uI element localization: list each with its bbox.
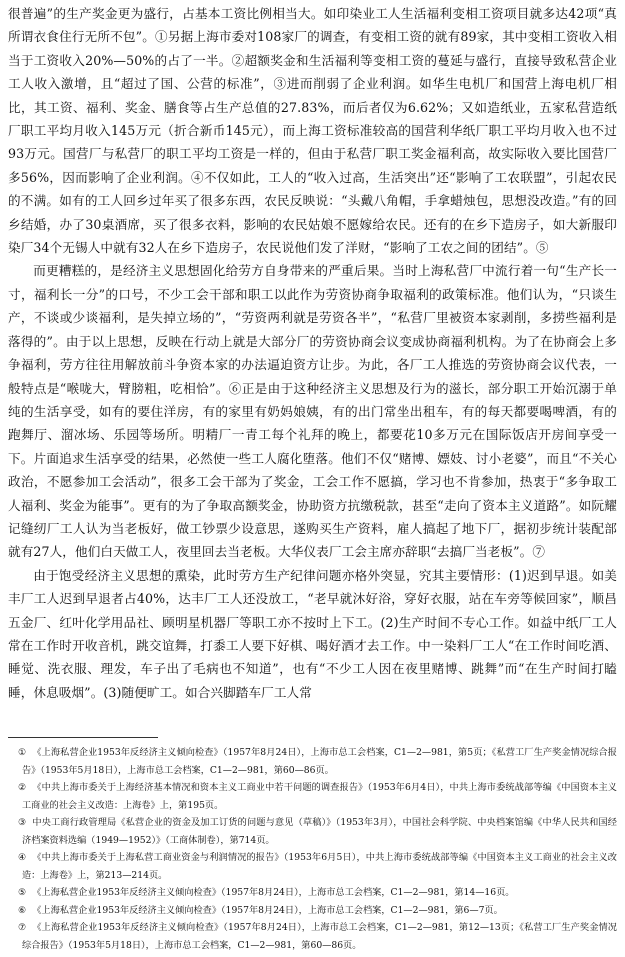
footnote xyxy=(8,779,617,814)
body-text xyxy=(8,2,617,704)
footnote-number: ⑦ xyxy=(18,922,27,933)
footnote xyxy=(8,902,617,920)
paragraph: 很普遍”的生产奖金更为盛行，占基本工资比例相当大。如印染业工人生活福利变相工资项目就多达42项“真所谓衣食住行无所不包”。①另据上海市委对108家厂的调查，有变相工资的就有89家，其中变相工资收入相当于工资收入20%—50%的占了一半。②超额奖金和生活福利等变相工资的蔓延与盛行，直接导致私营企业工人收入激增，且“超过了国、公营的标准”，③进而削弱了企业利润。如华生电机厂和国营上海电机厂相比，其工资、福利、奖金、膳食等占生产总值的27.83%，而后者仅为6.62%；又如造纸业，五家私营造纸厂职工平均月收入145万元（折合新币145元），而上海工资标准较高的国营利华纸厂职工平均月收入也不过93万元。国营厂与私营厂的职工平均工资是一样的，但由于私营厂职工奖金福利高，故实际收入要比国营厂多56%，因而影响了企业利润。④不仅如此，工人的“收入过高，生活突出”还“影响了工农联盟”，引起农民的不满。如有的工人回乡过年买了很多东西，农民反映说：“头戴八角帽，手拿蜡烛包，思想没改造。”有的回乡结婚，办了30桌酒席，买了很多衣料，影响的农民姑娘不愿嫁给农民。还有的在乡下造房子，如大新服印染厂34个无锡人中就有32人在乡下造房子，农民说他们发了洋财，“影响了工农之间的团结”。⑤ xyxy=(8,6,617,256)
footnote-number: ⑤ xyxy=(18,887,27,898)
footnote-text: 《上海私营企业1953年反经济主义倾向检查》（1957年8月24日），上海市总工会档案，C1—2—981，第6—7页。 xyxy=(32,904,503,916)
footnote xyxy=(8,814,617,849)
footnote-number: ④ xyxy=(18,852,27,863)
footnote xyxy=(8,849,617,884)
footnote-number: ② xyxy=(18,782,27,793)
footnote-text: 中央工商行政管理局《私营企业的资金及加工订货的问题与意见（草稿）》（1953年3月），中国社会科学院、中央档案馆编《中华人民共和国经济档案资料选编（1949—1952）》（工商体制卷），第714页。 xyxy=(22,817,617,846)
footnote-text: 《上海私营企业1953年反经济主义倾向检查》（1957年8月24日），上海市总工会档案，C1—2—981，第12—13页；《私营工厂生产奖金情况综合报告》（1953年5月18日），上海市总工会档案，C1—2—981，第60—86页。 xyxy=(22,922,617,951)
footnote-number: ③ xyxy=(18,817,27,828)
footnote-text: 《中共上海市委关于上海经济基本情况和资本主义工商业中若干问题的调查报告》（1953年6月4日），中共上海市委统战部等编《中国资本主义工商业的社会主义改造：上海卷》上，第195页。 xyxy=(22,782,617,811)
paragraph: 而更糟糕的，是经济主义思想固化给劳方自身带来的严重后果。当时上海私营厂中流行着一句“生产长一寸，福利长一分”的口号，不少工会干部和职工以此作为劳资协商争取福利的政策标准。他们认为，“只谈生产，不谈或少谈福利，是失掉立场的”，“劳资两利就是劳资各半”，“私营厂里被资本家剥削，多捞些福利是落得的”。由于以上思想，反映在行动上就是大部分厂的劳资协商会议变成协商福利机构。为了在协商会上多争福利，劳方往往用解放前斗争资本家的办法逼迫资方让步。为此，各厂工人推选的劳资协商会议代表，一般特点是“喉咙大，臂膀粗，吃相恰”。⑥正是由于这种经济主义思想及行为的滋长，部分职工开始沉溺于单纯的生活享受，如有的要住洋房，有的家里有奶妈娘姨，有的出门常坐出租车，有的每天都要喝啤酒，有的跑舞厅、溜冰场、乐园等场所。明精厂一青工每个礼拜的晚上，都要花10多万元在国际饭店开房间享受一下。片面追求生活享受的结果，必然使一些工人腐化堕落。他们不仅“赌博、嫖妓、讨小老婆”，而且“不关心政治，不愿参加工会活动”，很多工会干部为了奖金，工会工作不愿搞，学习也不肯参加，热衷于“多争取工人福利、奖金为能事”。更有的为了争取高额奖金，协助资方抗缴税款，甚至“走向了资本主义道路”。如阮耀记缝纫厂工人认为当老板好，做工钞票少设意思，遂购买生产资料，雇人搞起了地下厂，据初步统计装配部就有27人，他们白天做工人，夜里回去当老板。大华仪表厂工会主席亦辞职“去搞厂当老板”。⑦ xyxy=(8,263,617,560)
footnote-text: 《上海私营企业1953年反经济主义倾向检查》（1957年8月24日），上海市总工会档案，C1—2—981，第14—16页。 xyxy=(32,887,515,898)
footnote xyxy=(8,919,617,954)
footnote xyxy=(8,744,617,779)
footnote-number: ① xyxy=(18,747,27,758)
footnote-divider xyxy=(8,737,158,738)
paragraph: 由于饱受经济主义思想的熏染，此时劳方生产纪律问题亦格外突显，究其主要情形：(1)迟到早退。如美丰厂工人迟到早退者占40%，达丰厂工人还没放工，“老早就沐好浴，穿好衣服，站在车旁等候回家”，顺昌五金厂、红叶化学用品社、顾明星机器厂等职工亦不按时上下工。(2)生产时间不专心工作。如益中纸厂工人常在工作时开收音机，跳交谊舞，打黍工人要下好棋、喝好酒才去工作。中一染料厂工人“在工作时间吃酒、睡觉、洗衣服、理发，车子出了毛病也不知道”，也有“不少工人因在夜里赌博、跳舞”而“在生产时间打瞌睡，休息吸烟”。(3)随便旷工。如合兴脚踏车厂工人常 xyxy=(8,567,617,700)
footnote xyxy=(8,884,617,902)
footnotes xyxy=(8,744,617,954)
footnote-number: ⑥ xyxy=(18,904,27,916)
footnote-text: 《中共上海市委关于上海私营工商业资金与利润情况的报告》（1953年6月5日），中共上海市委统战部等编《中国资本主义工商业的社会主义改造：上海卷》上，第213—214页。 xyxy=(22,852,617,881)
footnote-text: 《上海私营企业1953年反经济主义倾向检查》（1957年8月24日），上海市总工会档案，C1—2—981，第5页；《私营工厂生产奖金情况综合报告》（1953年5月18日），上海市总工会档案，C1—2—981，第60—86页。 xyxy=(22,747,617,776)
